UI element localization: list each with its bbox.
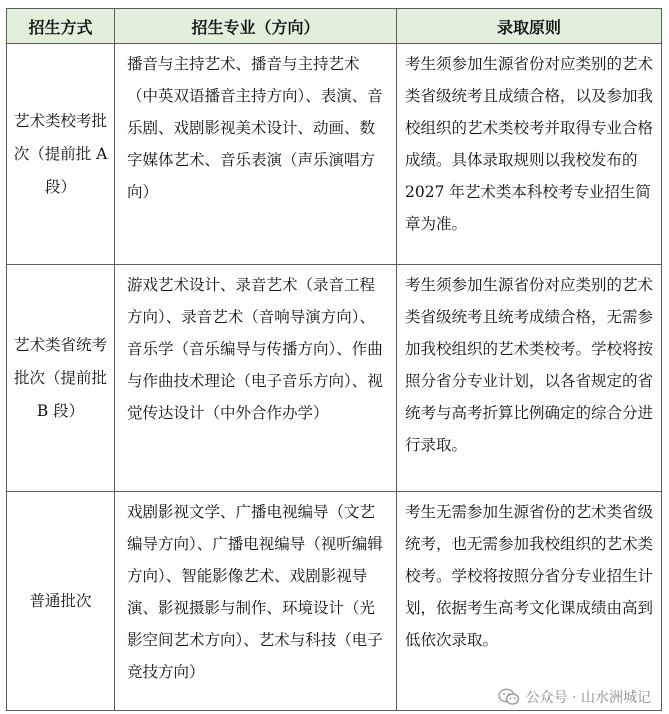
wechat-icon — [498, 688, 520, 706]
majors-cell: 戏剧影视文学、广播电视编导（文艺编导方向）、广播电视编导（视听编辑方向）、智能影像艺术、戏剧影视导演、影视摄影与制作、环境设计（光影空间艺术方向）、艺术与科技（电子竞技方向） — [115, 492, 397, 711]
header-method: 招生方式 — [7, 9, 115, 44]
header-principle: 录取原则 — [397, 9, 662, 44]
majors-cell: 播音与主持艺术、播音与主持艺术（中英双语播音主持方向）、表演、音乐剧、戏剧影视美术设计、动画、数字媒体艺术、音乐表演（声乐演唱方向） — [115, 44, 397, 265]
method-cell: 艺术类省统考批次（提前批 B 段） — [7, 265, 115, 492]
header-row — [7, 9, 662, 44]
principle-cell: 考生须参加生源省份对应类别的艺术类省级统考且统考成绩合格，无需参加我校组织的艺术类校考。学校将按照分省分专业计划，以各省规定的省统考与高考折算比例确定的综合分进行录取。 — [397, 265, 662, 492]
watermark-text: 公众号 · 山水洲城记 — [525, 690, 651, 706]
method-cell: 普通批次 — [7, 492, 115, 711]
principle-cell: 考生无需参加生源省份的艺术类省级统考，也无需参加我校组织的艺术类校考。学校将按照分省分专业招生计划，依据考生高考文化课成绩由高到低依次录取。 — [397, 492, 662, 711]
majors-cell: 游戏艺术设计、录音艺术（录音工程方向）、录音艺术（音响导演方向）、音乐学（音乐编导与传播方向）、作曲与作曲技术理论（电子音乐方向）、视觉传达设计（中外合作办学） — [115, 265, 397, 492]
header-majors: 招生专业（方向） — [115, 9, 397, 44]
principle-cell: 考生须参加生源省份对应类别的艺术类省级统考且成绩合格，以及参加我校组织的艺术类校考并取得专业合格成绩。具体录取规则以我校发布的 2027 年艺术类本科校考专业招生简章为准。 — [397, 44, 662, 265]
table-row — [7, 265, 662, 492]
table-row — [7, 492, 662, 711]
table-row — [7, 44, 662, 265]
admission-table — [6, 8, 662, 711]
watermark — [498, 684, 651, 710]
method-cell: 艺术类校考批次（提前批 A 段） — [7, 44, 115, 265]
